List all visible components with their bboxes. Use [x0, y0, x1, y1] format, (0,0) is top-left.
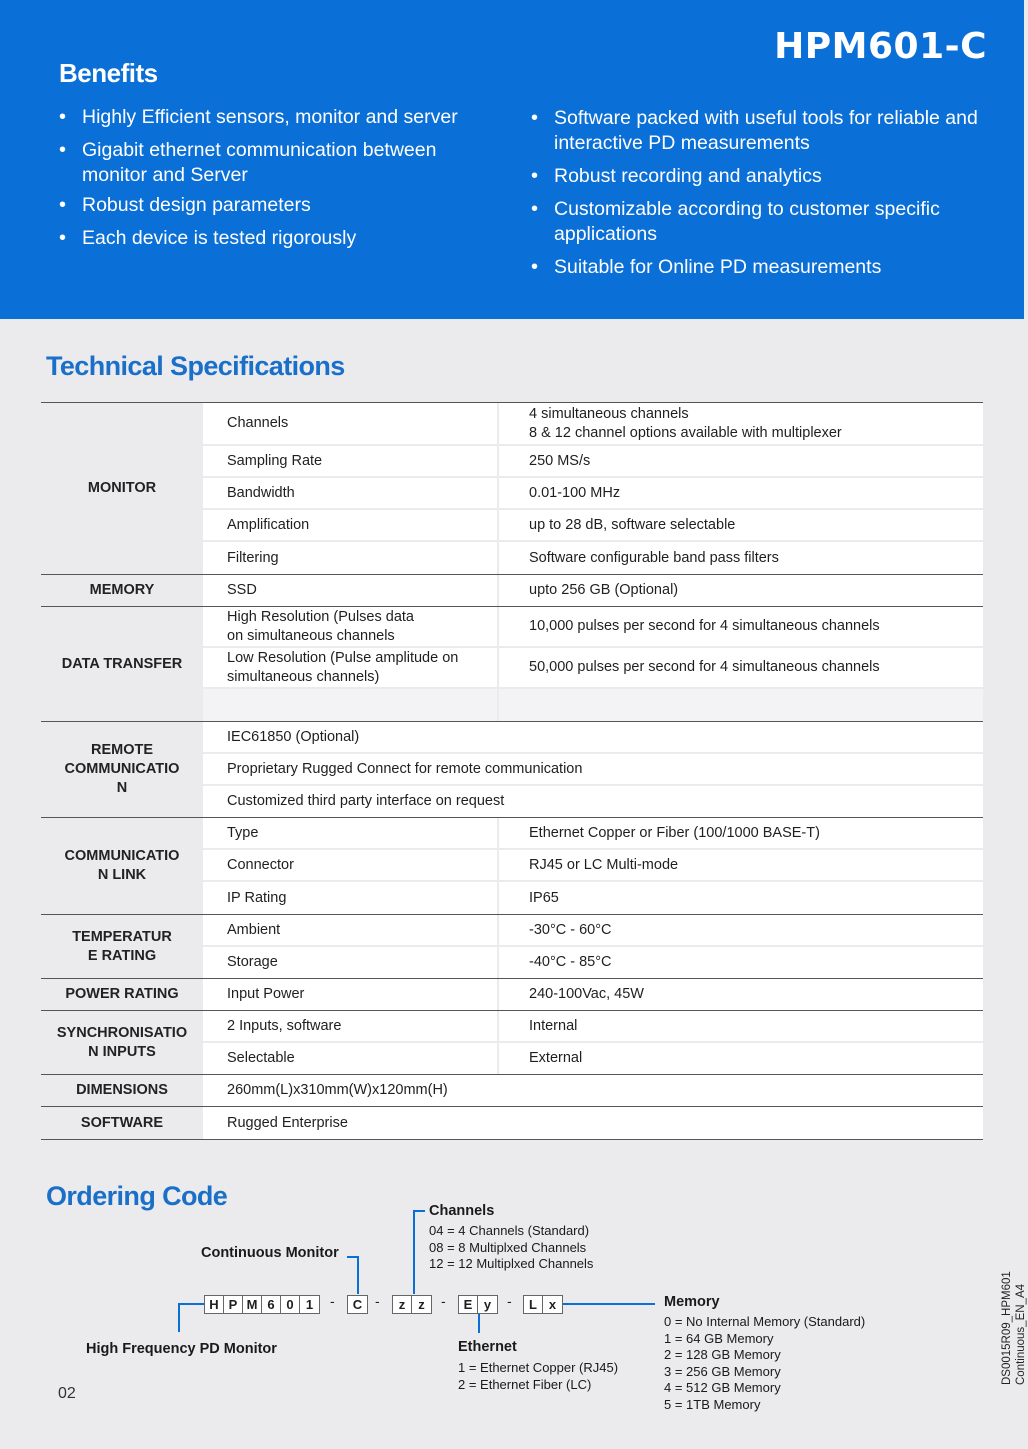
code-char: z	[418, 1297, 425, 1312]
spec-group-name: MONITOR	[87, 480, 157, 496]
code-dash: -	[375, 1293, 380, 1309]
spec-value: Ethernet Copper or Fiber (100/1000 BASE-T)	[529, 824, 820, 841]
spec-value: External	[529, 1050, 583, 1066]
spec-row	[203, 403, 983, 446]
spec-row	[203, 818, 983, 850]
connector-line	[413, 1210, 415, 1294]
connector-line	[178, 1303, 204, 1305]
spec-label	[203, 689, 499, 721]
ethernet-options	[458, 1360, 618, 1393]
spec-label: Storage	[203, 947, 499, 978]
spec-label: 2 Inputs, software	[203, 1011, 499, 1041]
spec-group-name: DIMENSIONS	[76, 1082, 168, 1098]
memory-option: 4 = 512 GB Memory	[664, 1380, 781, 1395]
benefit-item: • Robust recording and analytics	[531, 164, 981, 189]
page-number: 02	[58, 1385, 76, 1402]
spec-group	[41, 402, 983, 574]
spec-row	[203, 1107, 983, 1139]
spec-row	[203, 850, 983, 882]
continuous-monitor-label: Continuous Monitor	[201, 1245, 339, 1261]
spec-value: 4 simultaneous channels 8 & 12 channel options available with multiplexer	[529, 405, 842, 441]
code-dash: -	[441, 1293, 446, 1309]
spec-value: 240-100Vac, 45W	[529, 986, 644, 1002]
spec-value: IEC61850 (Optional)	[227, 728, 360, 745]
ethernet-option: 1 = Ethernet Copper (RJ45)	[458, 1360, 619, 1375]
code-char: 6	[262, 1296, 281, 1313]
benefits-banner	[0, 0, 1024, 319]
memory-option: 2 = 128 GB Memory	[664, 1347, 781, 1362]
spec-value: Internal	[529, 1017, 578, 1034]
spec-label: Bandwidth	[203, 478, 499, 508]
specs-title: Technical Specifications	[46, 351, 345, 381]
channel-option: 08 = 8 Multiplxed Channels	[429, 1239, 587, 1255]
spec-label: Sampling Rate	[203, 446, 499, 476]
spec-group	[41, 721, 983, 817]
spec-label: Selectable	[203, 1043, 499, 1074]
spec-row	[203, 1011, 983, 1043]
channels-options	[429, 1223, 593, 1273]
benefit-item: • Each device is tested rigorously	[59, 226, 499, 251]
benefit-item: • Software packed with useful tools for reliable and interactive PD measurements	[531, 106, 981, 156]
spec-row	[203, 754, 983, 786]
code-char: P	[224, 1296, 243, 1313]
benefit-item: • Suitable for Online PD measurements	[531, 255, 981, 280]
connector-line	[478, 1314, 480, 1333]
benefit-item: • Customizable according to customer specific applications	[531, 197, 981, 247]
channels-title: Channels	[429, 1203, 495, 1219]
spec-table	[41, 402, 983, 1140]
memory-options	[664, 1314, 865, 1413]
code-dash: -	[507, 1293, 512, 1309]
code-char: 0	[281, 1296, 300, 1313]
spec-value: 250 MS/s	[529, 452, 591, 469]
document-id-line: DS0015R09_HPM601	[1001, 1271, 1013, 1385]
spec-row	[203, 478, 983, 510]
spec-value: 260mm(L)x310mm(W)x120mm(H)	[227, 1082, 448, 1098]
spec-group	[41, 914, 983, 978]
spec-group	[41, 606, 983, 721]
spec-group-name: COMMUNICATIO N LINK	[64, 848, 180, 883]
spec-value: 0.01-100 MHz	[529, 484, 621, 501]
spec-label: Connector	[203, 850, 499, 880]
spec-group-name: MEMORY	[89, 582, 155, 598]
spec-value: -40°C - 85°C	[529, 954, 612, 970]
benefits-list-left	[59, 105, 499, 259]
memory-option: 5 = 1TB Memory	[664, 1396, 761, 1412]
spec-row	[203, 648, 983, 689]
spec-value: Software configurable band pass filters	[529, 549, 779, 566]
spec-row	[203, 446, 983, 478]
spec-group-name: SYNCHRONISATIO N INPUTS	[56, 1024, 188, 1060]
spec-row	[203, 510, 983, 542]
benefits-list-right	[531, 106, 981, 288]
code-char: z	[393, 1296, 412, 1313]
benefit-item: • Robust design parameters	[59, 193, 499, 218]
code-char: x	[548, 1297, 557, 1312]
spec-row	[203, 882, 983, 914]
spec-row	[203, 1075, 983, 1106]
spec-row	[203, 575, 983, 606]
spec-group	[41, 978, 983, 1010]
hf-monitor-label: High Frequency PD Monitor	[86, 1341, 277, 1357]
ordering-title: Ordering Code	[46, 1181, 228, 1211]
spec-label: Input Power	[203, 979, 499, 1010]
spec-value: -30°C - 60°C	[529, 921, 612, 938]
spec-value: upto 256 GB (Optional)	[529, 582, 679, 598]
spec-label: Ambient	[203, 915, 499, 945]
spec-label: Amplification	[203, 510, 499, 540]
channel-option: 12 = 12 Multiplxed Channels	[429, 1256, 594, 1271]
connector-line	[563, 1303, 655, 1305]
spec-row	[203, 607, 983, 648]
spec-value: 10,000 pulses per second for 4 simultaneous channels	[529, 618, 880, 634]
memory-option: 3 = 256 GB Memory	[664, 1363, 781, 1379]
spec-value: Proprietary Rugged Connect for remote communication	[227, 760, 583, 777]
document-id	[1000, 1271, 1028, 1385]
code-char: E	[459, 1296, 478, 1313]
spec-value: up to 28 dB, software selectable	[529, 516, 736, 533]
spec-label: Filtering	[203, 542, 499, 574]
code-char: M	[243, 1296, 262, 1313]
spec-row	[203, 722, 983, 754]
spec-label: Channels	[203, 403, 499, 444]
code-box-channels	[392, 1295, 432, 1314]
benefit-item: • Gigabit ethernet communication between monitor and Server	[59, 138, 499, 188]
memory-option: 1 = 64 GB Memory	[664, 1330, 774, 1346]
spec-group-name: TEMPERATUR E RATING	[72, 928, 172, 964]
benefit-item: • Highly Efficient sensors, monitor and server	[59, 105, 499, 130]
spec-group	[41, 1010, 983, 1074]
spec-value: Customized third party interface on request	[227, 793, 505, 809]
code-box-continuous	[347, 1295, 368, 1314]
spec-row	[203, 947, 983, 978]
spec-label: Low Resolution (Pulse amplitude on simultaneous channels)	[203, 648, 499, 687]
code-box-model	[204, 1295, 320, 1314]
code-char: H	[205, 1296, 224, 1313]
ethernet-title: Ethernet	[458, 1339, 517, 1355]
spec-row	[203, 542, 983, 574]
spec-value: IP65	[529, 889, 559, 906]
code-char: y	[483, 1297, 492, 1312]
spec-value: 50,000 pulses per second for 4 simultaneous channels	[529, 659, 880, 675]
code-char: C	[352, 1297, 363, 1312]
spec-group	[41, 817, 983, 914]
spec-value: Rugged Enterprise	[227, 1114, 348, 1131]
connector-line	[178, 1303, 180, 1332]
document-id-line: Continuous_EN_A4	[1015, 1283, 1027, 1385]
memory-option: 0 = No Internal Memory (Standard)	[664, 1314, 866, 1329]
spec-row	[203, 979, 983, 1010]
ethernet-option: 2 = Ethernet Fiber (LC)	[458, 1376, 592, 1392]
memory-title: Memory	[664, 1294, 720, 1310]
spec-row	[203, 1043, 983, 1074]
spec-label: Type	[203, 818, 499, 848]
code-box-memory	[523, 1295, 563, 1314]
channel-option: 04 = 4 Channels (Standard)	[429, 1223, 590, 1238]
spec-label: IP Rating	[203, 882, 499, 914]
code-char: 1	[305, 1297, 314, 1312]
spec-group-name: SOFTWARE	[80, 1114, 164, 1131]
spec-group-name: DATA TRANSFER	[61, 655, 183, 672]
spec-row	[203, 689, 983, 721]
spec-row	[203, 786, 983, 817]
spec-row	[203, 915, 983, 947]
code-dash: -	[330, 1293, 335, 1309]
benefits-title: Benefits	[59, 58, 158, 88]
code-char: L	[524, 1296, 543, 1313]
spec-group	[41, 574, 983, 606]
spec-group-name: REMOTE COMMUNICATIO N	[64, 742, 180, 796]
spec-label: High Resolution (Pulses data on simultaneous channels	[203, 607, 499, 646]
connector-line	[357, 1256, 359, 1294]
spec-group-name: POWER RATING	[65, 986, 179, 1002]
product-name: HPM601-C	[774, 26, 987, 67]
spec-group	[41, 1074, 983, 1106]
spec-value: RJ45 or LC Multi-mode	[529, 856, 679, 873]
code-box-ethernet	[458, 1295, 498, 1314]
spec-group	[41, 1106, 983, 1140]
spec-label: SSD	[203, 575, 499, 606]
spec-value	[499, 689, 983, 721]
